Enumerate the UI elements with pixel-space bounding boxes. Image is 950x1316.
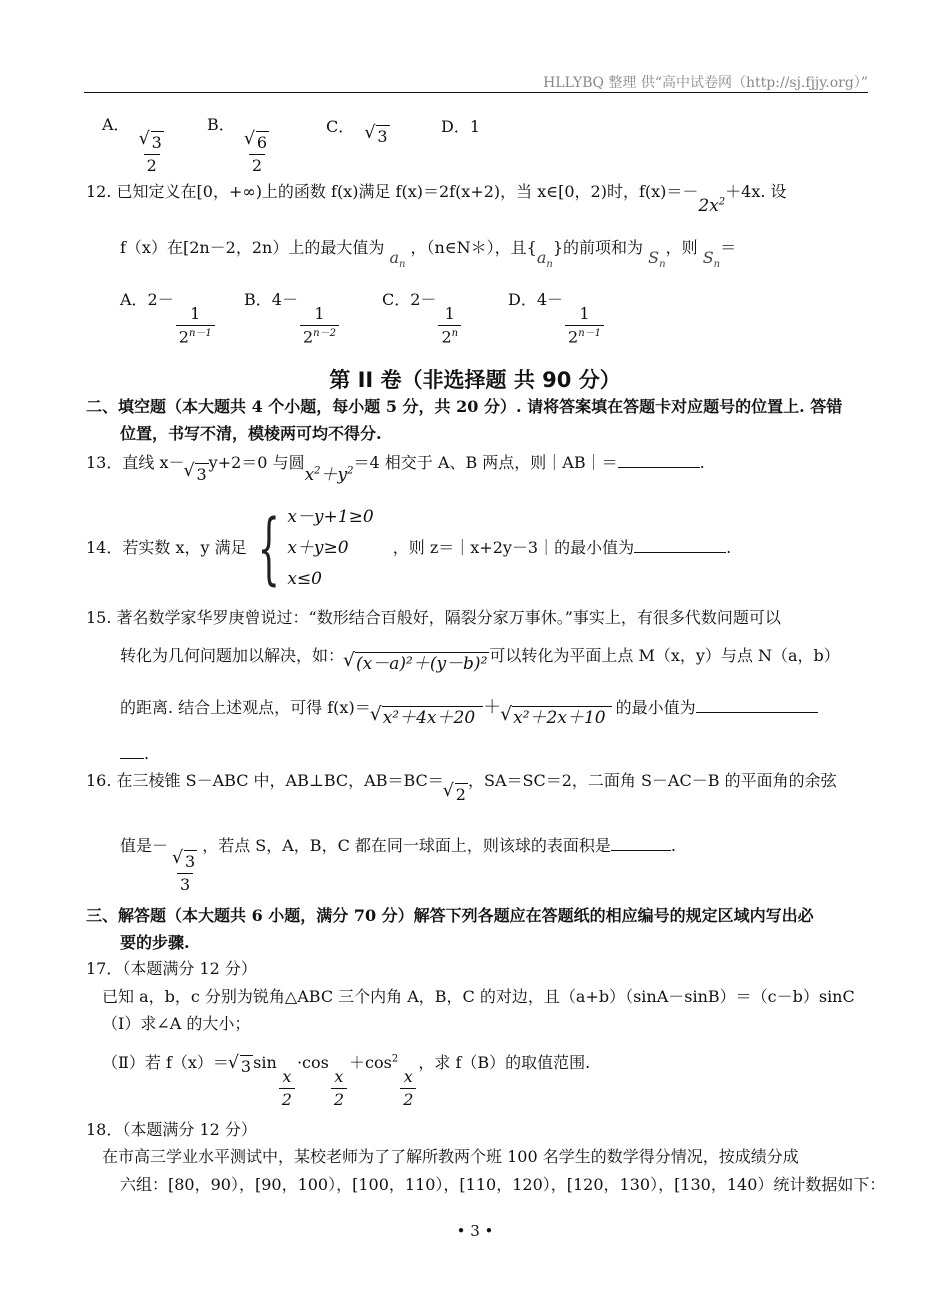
q17-part-2: （Ⅱ）若 f（x）＝√ 3 sin $\frac{x}{2}$ ·cos $\frac{x}{2}$ $+\cos^2$ $\frac{x}{2}$ ，求 f（B）的取值范围. (102, 1050, 590, 1110)
q18-statement-line-2: 六组：[80，90），[90，100），[100，110），[110，120），[120，130），[130，140）统计数据如下： (120, 1175, 886, 1194)
section-2-instructions-line-1: 二、填空题（本大题共 4 个小题，每小题 5 分，共 20 分）. 请将答案填在答题卡对应题号的位置上. 答错 (86, 397, 843, 416)
q12-option-b: B．4－ $\frac{1}{2^{n-2}}$ (244, 287, 341, 347)
q15-line-1: 15. 著名数学家华罗庚曾说过：“数形结合百般好，隔裂分家万事休。”事实上，有很多代数问题可以 (86, 608, 781, 627)
q13: 13．直线 x－√ 3y+2＝0 与圆$x^2+y^2=4$ 相交于 A、B 两点，则｜AB｜＝ . (86, 450, 705, 485)
q13-answer-blank[interactable] (618, 452, 700, 468)
q17-statement: 已知 a，b，c 分别为锐角△ABC 三个内角 A，B，C 的对边，且（a+b）（sinA－sinB）＝（c－b）sinC (102, 987, 855, 1006)
q16-answer-blank[interactable] (611, 835, 671, 851)
q15-line-2: 转化为几何问题加以解决，如：√ (x－a)²＋(y－b)² 可以转化为平面上点 M（x，y）与点 N（a，b） (120, 643, 840, 674)
q14-answer-blank[interactable] (634, 537, 726, 553)
q11-option-a: A． √ $\frac{3}{2}$ (102, 112, 169, 176)
q12-option-a: A．2－ $\frac{1}{2^{n-1}}$ (120, 287, 217, 347)
q11-option-b: B． √ $\frac{6}{2}$ (207, 112, 274, 176)
header-rule (84, 92, 868, 93)
q12-option-c: C．2－ $\frac{1}{2^n}$ (382, 287, 463, 347)
q15-line-3: 的距离. 结合上述观点，可得 f(x)＝√ x²＋4x＋20 ＋√ x²＋2x＋10的最小值为 (120, 693, 818, 728)
q14: 14．若实数 x，y 满足 { x－y+1≥0 x＋y≥0 x≤0 ，则 z＝｜x+2y－3｜的最小值为 . (86, 503, 732, 594)
q16-line-2: 值是－ √ $\frac{3}{3}$ ，若点 S，A，B，C 都在同一球面上，则该球的表面积是 . (120, 833, 676, 895)
q15-answer-blank[interactable] (696, 697, 818, 713)
section-3-instructions-line-1: 三、解答题（本大题共 6 小题，满分 70 分）解答下列各题应在答题纸的相应编号的规定区域内写出必 (86, 906, 814, 925)
q15-line-4: . (120, 743, 149, 763)
q12-line-1: 12. 已知定义在[0，+∞)上的函数 f(x)满足 f(x)＝2f(x+2)，当 x∈[0，2)时，$f(x)=-2x^2+4x$. 设 (86, 182, 787, 216)
section-2-instructions-line-2: 位置，书写不清，模棱两可均不得分. (120, 424, 382, 443)
q14-constraint-2: x＋y≥0 (287, 538, 349, 558)
q11-option-c: C． √ 3 (326, 114, 390, 146)
part-2-title: 第 II 卷（非选择题 共 90 分） (329, 368, 621, 392)
q12-line-2: f（x）在[2n－2，2n）上的最大值为 $a_n$ ，（n∈N＊），且$\{a_n\}$的前项和为 $S_n$，则 $S_n=$ (120, 238, 737, 271)
q12-option-d: D．4－ $\frac{1}{2^{n-1}}$ (508, 287, 606, 347)
q17-header: 17．（本题满分 12 分） (86, 959, 257, 978)
page-number: • 3 • (456, 1222, 494, 1240)
q16-line-1: 16. 在三棱锥 S－ABC 中，AB⊥BC，AB＝BC＝√ 2，SA＝SC＝2，二面角 S－AC－B 的平面角的余弦 (86, 768, 837, 804)
q15-answer-blank-cont (120, 743, 144, 759)
q18-header: 18．（本题满分 12 分） (86, 1120, 257, 1139)
q14-constraint-3: x≤0 (287, 569, 322, 589)
page-header: HLLYBQ 整理 供“高中试卷网（http://sj.fjjy.org）” (543, 75, 868, 91)
q17-part-1: （Ⅰ）求∠A 的大小； (102, 1014, 251, 1033)
q14-constraint-system: { x－y+1≥0 x＋y≥0 x≤0 (257, 503, 374, 594)
q11-option-d: D．1 (441, 117, 481, 136)
q14-constraint-1: x－y+1≥0 (287, 507, 374, 527)
q18-statement-line-1: 在市高三学业水平测试中，某校老师为了了解所教两个班 100 名学生的数学得分情况，按成绩分成 (102, 1147, 799, 1166)
section-3-instructions-line-2: 要的步骤. (120, 933, 190, 952)
